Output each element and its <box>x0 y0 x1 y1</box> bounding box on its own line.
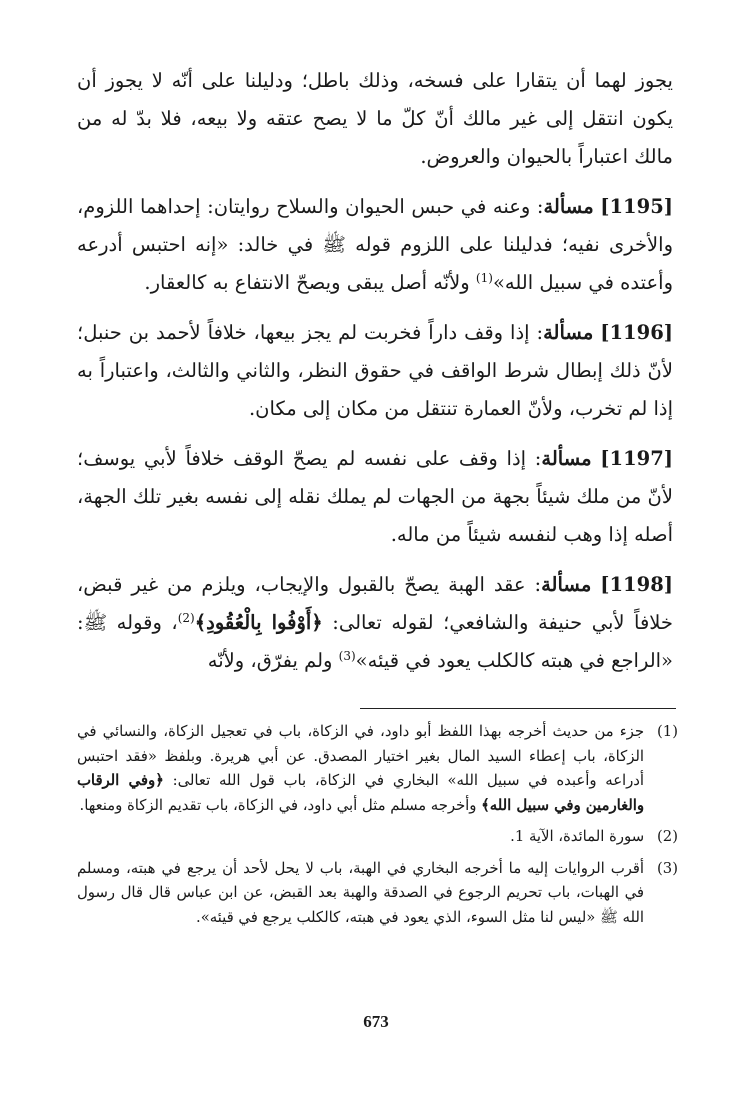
footnote-ref[interactable]: (2) <box>177 611 195 625</box>
issue-label: مسألة <box>543 321 594 344</box>
footnote-3 <box>77 857 678 931</box>
paragraph-text: ولم يفرّق، ولأنّه <box>207 649 339 672</box>
issue-label: مسألة <box>541 447 592 470</box>
paragraph-text: ولأنّه أصل يبقى ويصحّ الانتفاع به كالعقار. <box>144 271 476 294</box>
issue-label: مسألة <box>541 573 592 596</box>
paragraph-text: : إذا وقف داراً فخربت لم يجز بيعها، خلافاً لأحمد بن حنبل؛ لأنّ ذلك إبطال شرط الواقف في حقوق النظر، والثاني والثالث، واعتباراً به إذا لم تخرب، ولأنّ العمارة تنتقل من مكان إلى مكان. <box>77 321 673 420</box>
footnotes <box>77 720 678 937</box>
footnote-divider <box>360 708 676 709</box>
quran-verse: ﴿وفي الرقاب والغارمين وفي سبيل الله﴾ <box>77 772 644 814</box>
footnote-ref[interactable]: (1) <box>475 271 493 285</box>
footnote-text: أقرب الروايات إليه ما أخرجه البخاري في الهبة، باب لا يحل لأحد أن يرجع في هبته، ومسلم في الهبات، باب تحريم الرجوع في الصدقة والهبة بعد القبض، عن ابن عباس قال قال رسول الله ﷺ «ليس لنا مثل السوء، الذي يعود في هبته، كالكلب يرجع في قيئه». <box>77 859 644 926</box>
footnote-marker: (3) <box>657 859 678 877</box>
paragraph-intro <box>77 62 673 176</box>
paragraph-1198 <box>77 566 673 680</box>
footnote-ref[interactable]: (3) <box>338 649 356 663</box>
paragraph-text: : وعنه في حبس الحيوان والسلاح روايتان: إحداهما اللزوم، والأخرى نفيه؛ فدليلنا على اللزوم قوله ﷺ في خالد: «إنه احتبس أدرعه وأعتده في سبيل الله» <box>77 195 673 294</box>
footnote-text-part: وأخرجه مسلم مثل أبي داود، في الزكاة، باب تقديم الزكاة ومنعها. <box>79 796 482 814</box>
footnote-2 <box>77 825 678 850</box>
issue-number: [1198] <box>600 573 673 596</box>
footnote-text <box>77 720 644 818</box>
issue-number: [1196] <box>600 321 673 344</box>
paragraph-intro-text: يجوز لهما أن يتقارا على فسخه، وذلك باطل؛ ودليلنا على أنّه لا يجوز أن يكون انتقل إلى غير مالك أنّ كلّ ما لا يصح عتقه ولا بيعه، فلا بدّ له من مالك اعتباراً بالحيوان والعروض. <box>77 69 673 168</box>
footnote-text-part: جزء من حديث أخرجه بهذا اللفظ أبو داود، في الزكاة، باب في تعجيل الزكاة، والنسائي في الزكاة، باب إعطاء السيد المال بغير اختيار المصدق. عن أبي هريرة. وبلفظ «فقد احتبس أدراعه وأعبده في سبيل الله» البخاري في الزكاة، باب قول الله تعالى: <box>77 723 644 789</box>
issue-number: [1195] <box>600 195 673 218</box>
footnote-marker: (2) <box>657 828 678 845</box>
paragraph-text: ، وقوله ﷺ: «الراجع في هبته كالكلب يعود في قيئه» <box>77 611 673 672</box>
quran-verse: ﴿أَوْفُوا بِالْعُقُودِ﴾ <box>194 611 323 634</box>
footnote-text: سورة المائدة، الآية 1. <box>510 828 644 845</box>
paragraph-1197 <box>77 440 673 554</box>
paragraph-1195 <box>77 188 673 302</box>
issue-label: مسألة <box>543 195 594 218</box>
footnote-1 <box>77 720 678 818</box>
issue-number: [1197] <box>600 447 674 470</box>
paragraph-text: : عقد الهبة يصحّ بالقبول والإيجاب، ويلزم من غير قبض، خلافاً لأبي حنيفة والشافعي؛ لقوله تعالى: <box>77 573 673 634</box>
paragraph-1196 <box>77 314 673 428</box>
paragraph-text: : إذا وقف على نفسه لم يصحّ الوقف خلافاً لأبي يوسف؛ لأنّ من ملك شيئاً بجهة من الجهات لم يملك نقله إلى نفسه بغير تلك الجهة، أصله إذا وهب لنفسه شيئاً من ماله. <box>77 447 673 546</box>
page-number: 673 <box>363 1012 389 1031</box>
footnote-marker: (1) <box>657 723 678 740</box>
